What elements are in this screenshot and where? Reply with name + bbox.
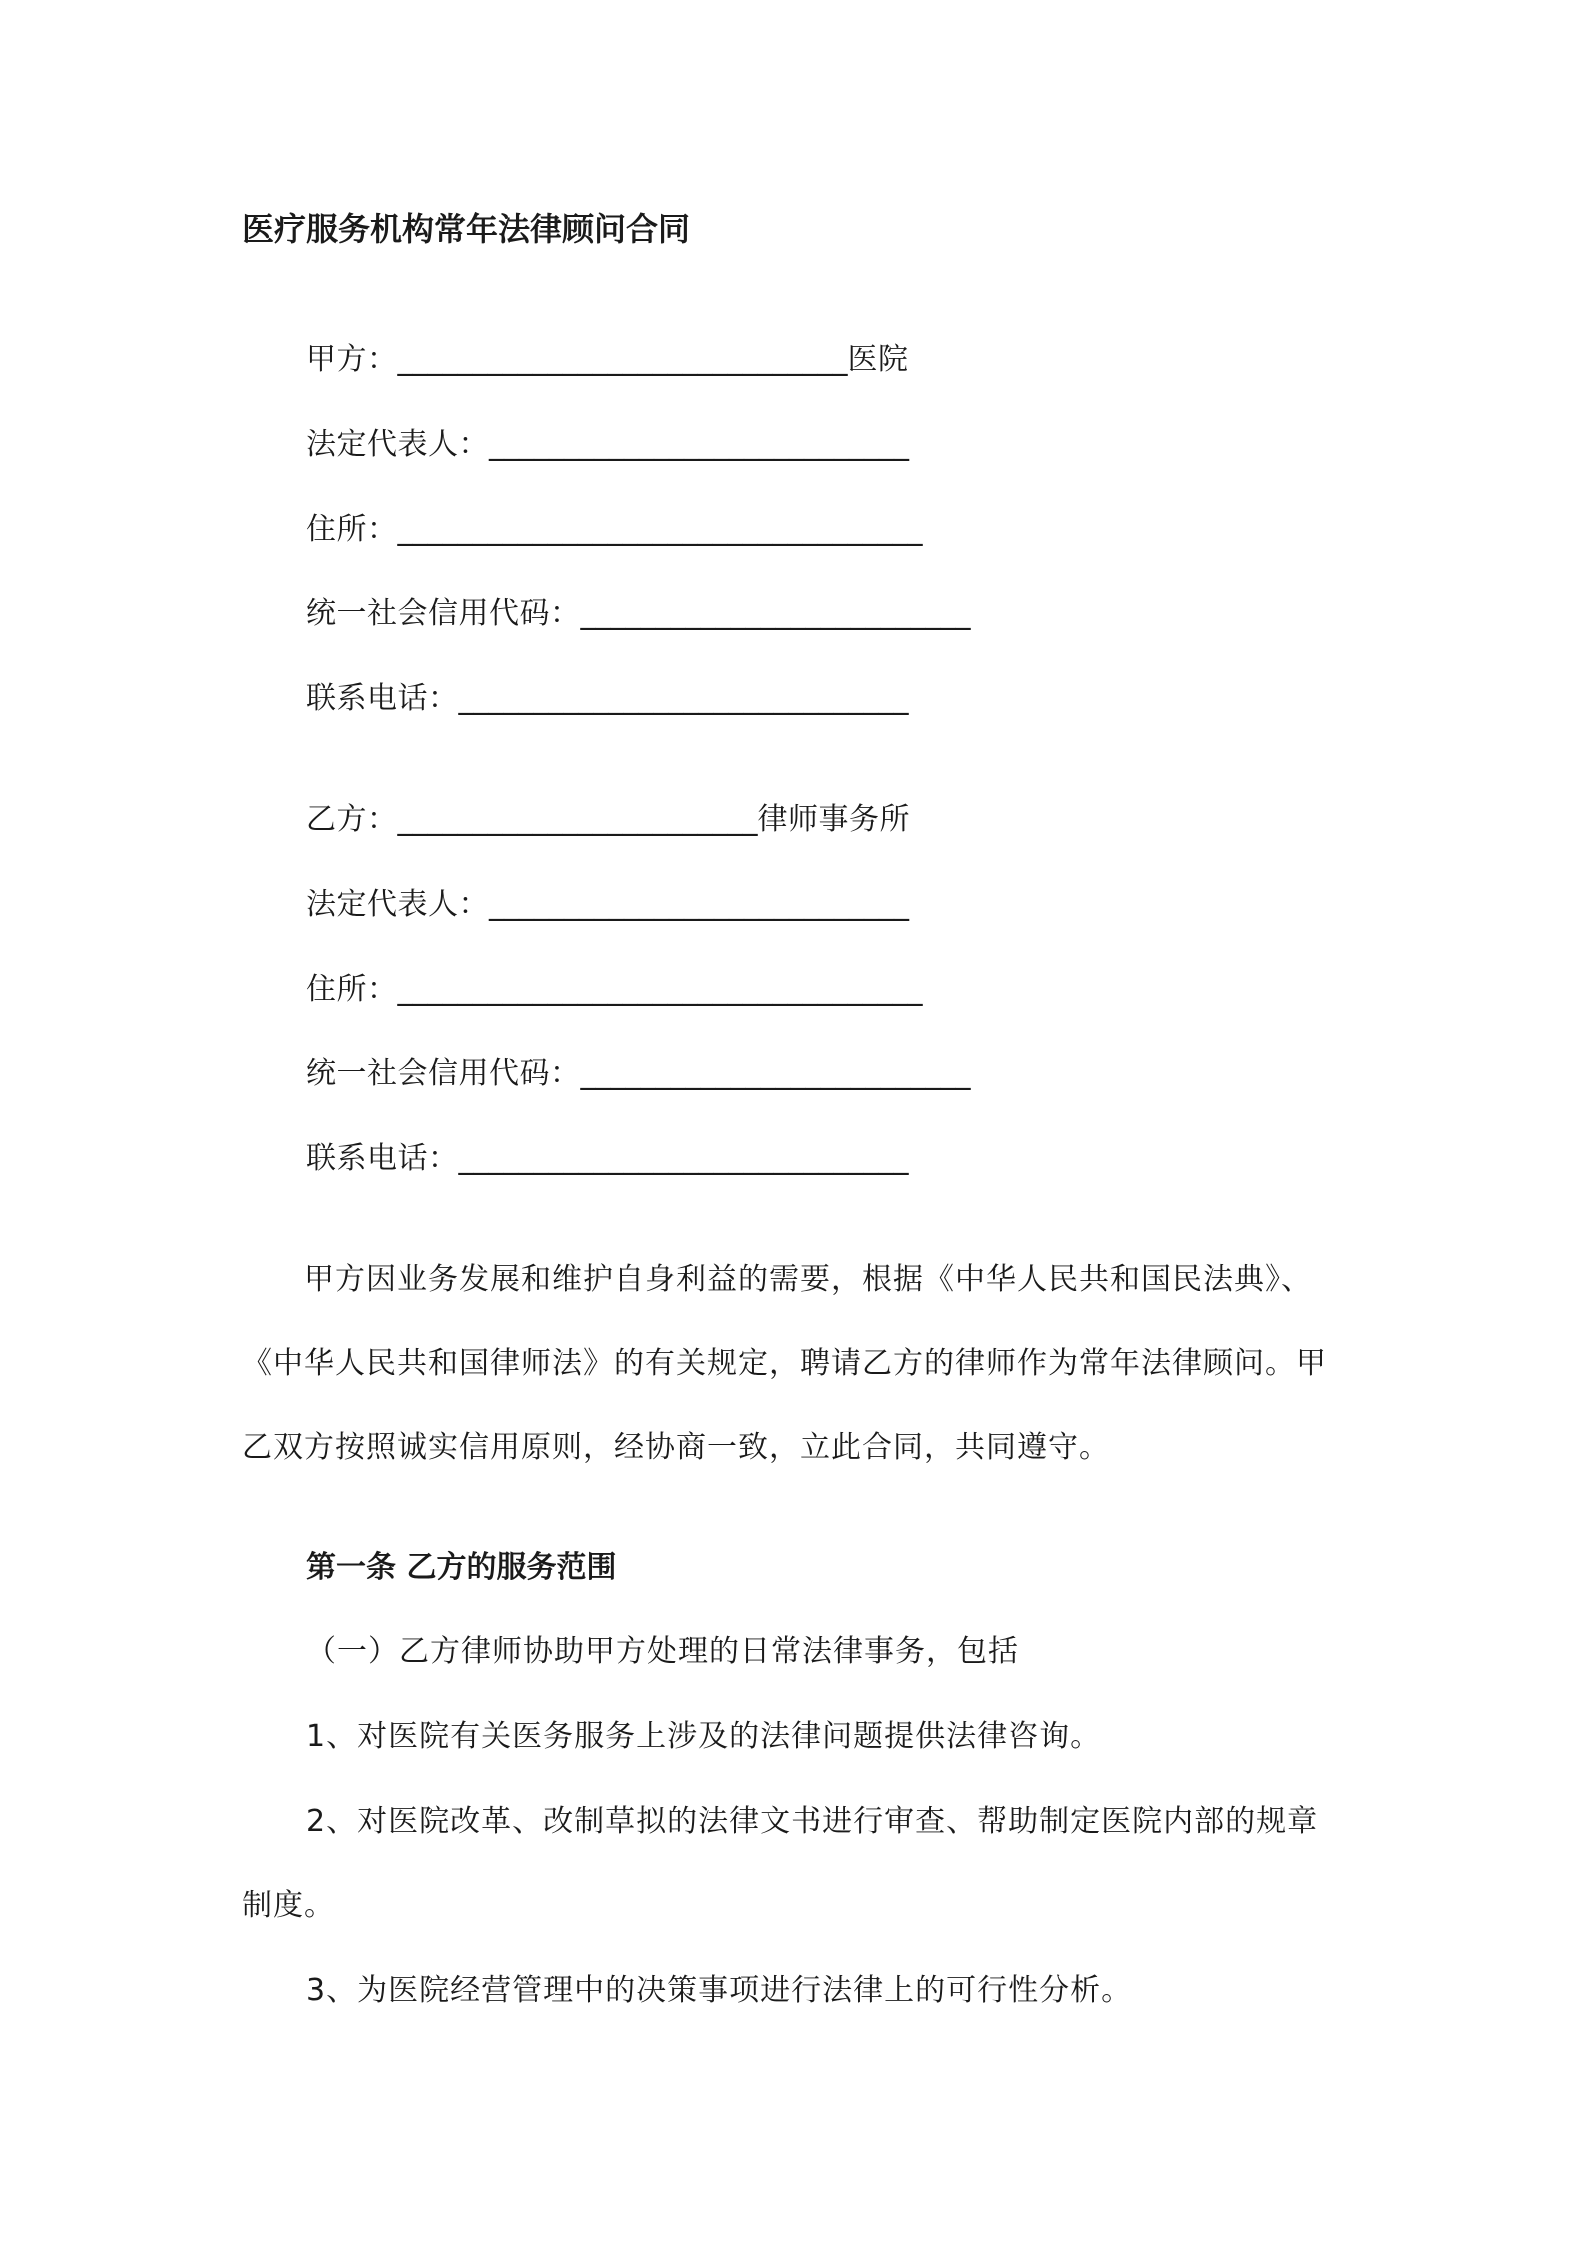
- party-a-name-line: [306, 338, 909, 382]
- article-1-item-2-line-2: 制度。: [242, 1888, 335, 1923]
- party-b-address-label: 住所：: [306, 972, 398, 1007]
- party-b-name-suffix: 律师事务所: [757, 802, 910, 837]
- article-1-item-2-line-1: 2、对医院改革、改制草拟的法律文书进行审查、帮助制定医院内部的规章: [306, 1804, 1319, 1839]
- party-b-rep-label: 法定代表人：: [306, 887, 489, 922]
- party-b-rep-line: [306, 883, 909, 927]
- party-b-credit-label: 统一社会信用代码：: [306, 1056, 581, 1091]
- article-1-item-1: 1、对医院有关医务服务上涉及的法律问题提供法律咨询。: [306, 1719, 1102, 1754]
- party-a-address-label: 住所：: [306, 512, 398, 547]
- party-b-phone-line: [306, 1137, 909, 1181]
- party-a-name-label: 甲方：: [306, 342, 398, 377]
- party-b-phone-blank: ______________________________: [458, 1141, 909, 1176]
- article-1-item-3: 3、为医院经营管理中的决策事项进行法律上的可行性分析。: [306, 1973, 1133, 2008]
- party-a-name-suffix: 医院: [847, 342, 909, 377]
- party-a-rep-label: 法定代表人：: [306, 427, 489, 462]
- party-a-phone-line: [306, 677, 909, 721]
- article-1-sub-1: （一）乙方律师协助甲方处理的日常法律事务，包括: [306, 1634, 1019, 1669]
- party-b-name-blank: ________________________: [397, 802, 758, 837]
- party-b-address-line: [306, 968, 923, 1012]
- party-a-phone-label: 联系电话：: [306, 681, 459, 716]
- party-a-phone-blank: ______________________________: [458, 681, 909, 716]
- party-a-address-blank: ___________________________________: [397, 512, 923, 547]
- article-1-heading: 第一条 乙方的服务范围: [306, 1550, 617, 1585]
- party-b-credit-line: [306, 1052, 971, 1096]
- preamble-line-1: 甲方因业务发展和维护自身利益的需要，根据《中华人民共和国民法典》、: [242, 1262, 1312, 1297]
- party-a-address-line: [306, 508, 923, 552]
- party-b-name-line: [306, 798, 910, 842]
- party-b-address-blank: ___________________________________: [397, 972, 923, 1007]
- party-a-rep-blank: ____________________________: [489, 427, 909, 462]
- party-b-credit-blank: __________________________: [580, 1056, 971, 1091]
- preamble-line-3: 乙双方按照诚实信用原则，经协商一致，立此合同，共同遵守。: [242, 1430, 1110, 1465]
- party-a-credit-label: 统一社会信用代码：: [306, 596, 581, 631]
- party-a-rep-line: [306, 423, 909, 467]
- party-b-name-label: 乙方：: [306, 802, 398, 837]
- preamble-paragraph: [242, 1258, 1354, 1478]
- party-a-credit-blank: __________________________: [580, 596, 971, 631]
- document-title: 医疗服务机构常年法律顾问合同: [242, 210, 691, 248]
- party-a-name-blank: ______________________________: [397, 342, 848, 377]
- party-b-rep-blank: ____________________________: [489, 887, 909, 922]
- party-b-phone-label: 联系电话：: [306, 1141, 459, 1176]
- party-a-credit-line: [306, 592, 971, 636]
- preamble-line-2: 《中华人民共和国律师法》的有关规定，聘请乙方的律师作为常年法律顾问。甲: [242, 1346, 1327, 1381]
